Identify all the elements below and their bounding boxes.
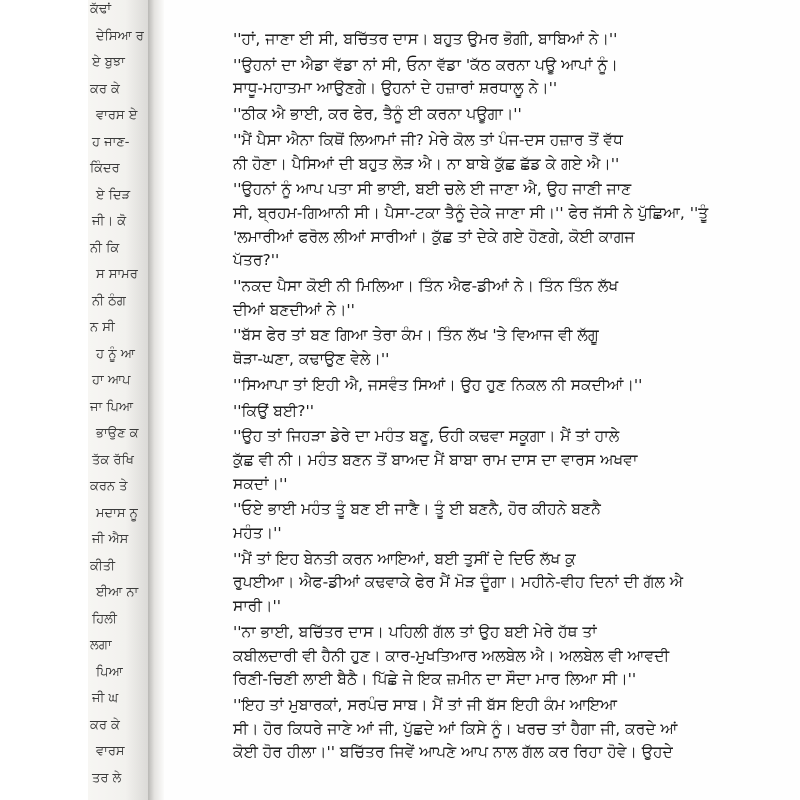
dialogue-paragraph bbox=[211, 425, 671, 496]
left-page-fragment: ਨੀ ਠੰਗ bbox=[92, 293, 126, 309]
left-page-fragment: ਏ ਬੁਝਾ bbox=[92, 55, 125, 70]
dialogue-paragraph bbox=[211, 129, 671, 176]
left-page-fragment: ਕਰਨ ਤੇ bbox=[90, 479, 128, 494]
text-line: ''ਉਹਨਾਂ ਦਾ ਐਡਾ ਵੱਡਾ ਨਾਂ ਸੀ, ਓਨਾ ਵੱਡਾ 'ਕੱਠ ਕਰਨਾ ਪਊ ਆਪਾਂ ਨੂੰ। bbox=[233, 55, 618, 74]
left-page-fragment: ਤਰ ਲੇ bbox=[92, 770, 122, 786]
text-line: ਰੁਪਈਆ। ਐਫ-ਡੀਆਂ ਕਢਵਾਕੇ ਫੇਰ ਮੈਂ ਮੋੜ ਦੂੰਗਾ। ਮਹੀਨੇ-ਵੀਹ ਦਿਨਾਂ ਦੀ ਗੱਲ ਐ bbox=[233, 573, 684, 592]
left-page-fragment: ਜੀ ਘ bbox=[92, 691, 119, 706]
dialogue-paragraph bbox=[211, 400, 671, 424]
dialogue-paragraph bbox=[211, 498, 671, 545]
page-text-body bbox=[211, 28, 709, 767]
left-page-fragment: ਸ ਸਾਮਰ bbox=[96, 267, 138, 282]
left-page-fragment: ਜੀ ਐਸ bbox=[92, 532, 129, 547]
text-line: ਪੱਤਰ?'' bbox=[233, 251, 280, 270]
left-page-fragment: ਕਰ ਕੇ bbox=[90, 717, 120, 733]
dialogue-paragraph bbox=[211, 621, 671, 692]
text-line: ਨੀ ਹੋਣਾ। ਪੈਸਿਆਂ ਦੀ ਬਹੁਤ ਲੋੜ ਐ। ਨਾ ਬਾਬੇ ਕੁੱਛ ਛੱਡ ਕੇ ਗਏ ਐ।'' bbox=[233, 154, 620, 173]
text-line: ਸੀ। ਹੋਰ ਕਿਧਰੇ ਜਾਣੇ ਆਂ ਜੀ, ਪੁੱਛਦੇ ਆਂ ਕਿਸੇ ਨੂੰ। ਖਰਚ ਤਾਂ ਹੈਗਾ ਜੀ, ਕਰਦੇ ਆਂ bbox=[233, 719, 678, 738]
dialogue-paragraph bbox=[211, 178, 709, 273]
text-line: ਸਕਦਾਂ।'' bbox=[233, 474, 288, 493]
dialogue-paragraph bbox=[211, 28, 671, 52]
dialogue-paragraph bbox=[211, 374, 671, 398]
left-page-fragment: ਮਦਾਸ ਨੂ bbox=[96, 505, 138, 521]
left-page-fragment: ਵਾਰਸ bbox=[96, 744, 125, 759]
text-line: ਕੁੱਛ ਵੀ ਨੀ। ਮਹੰਤ ਬਣਨ ਤੋਂ ਬਾਅਦ ਮੈਂ ਬਾਬਾ ਰਾਮ ਦਾਸ ਦਾ ਵਾਰਸ ਅਖਵਾ bbox=[233, 450, 638, 469]
text-line: ਥੋੜਾ-ਘਣਾ, ਕਢਾਉਣ ਵੇਲੇ।'' bbox=[233, 350, 390, 369]
dialogue-paragraph bbox=[211, 103, 671, 127]
text-line: ''ਇਹ ਤਾਂ ਮੁਬਾਰਕਾਂ, ਸਰਪੰਚ ਸਾਬ। ਮੈਂ ਤਾਂ ਜੀ ਬੱਸ ਇਹੀ ਕੰਮ ਆਇਆ bbox=[233, 695, 617, 714]
text-line: ''ਸਿਆਪਾ ਤਾਂ ਇਹੀ ਐ, ਜਸਵੰਤ ਸਿਆਂ। ਉਹ ਹੁਣ ਨਿਕਲ ਨੀ ਸਕਦੀਆਂ।'' bbox=[233, 375, 643, 394]
text-line: 'ਲਮਾਰੀਆਂ ਫਰੋਲ ਲੀਆਂ ਸਾਰੀਆਂ। ਕੁੱਛ ਤਾਂ ਦੇਕੇ ਗਏ ਹੋਣਗੇ, ਕੋਈ ਕਾਗਜ bbox=[233, 227, 635, 246]
left-page-fragment: ਹਿਲੀ bbox=[92, 611, 117, 627]
left-page-fragment: ਵਾਰਸ ਏ bbox=[96, 108, 138, 123]
left-page-fragment: ਹਾ ਆਪ bbox=[92, 373, 131, 388]
left-page-fragment: ਏ ਦਿੜ bbox=[96, 187, 131, 203]
text-line: ਸਾਧੂ-ਮਹਾਤਮਾ ਆਉਣਗੇ। ਉਹਨਾਂ ਦੇ ਹਜ਼ਾਰਾਂ ਸ਼ਰਧਾਲੂ ਨੇ।'' bbox=[233, 79, 558, 98]
left-page-fragment: ਨ ਸੀ bbox=[90, 320, 115, 335]
book-gutter bbox=[148, 0, 164, 800]
dialogue-paragraph bbox=[211, 275, 671, 322]
text-line: ''ਕਿਉਂ ਬਈ?'' bbox=[233, 401, 315, 420]
left-page-fragment: ਕੱਢਾਂ bbox=[90, 2, 112, 17]
dialogue-paragraph bbox=[211, 694, 678, 765]
dialogue-paragraph bbox=[211, 54, 671, 101]
left-page-fragment: ਪਿਆ bbox=[96, 664, 123, 680]
left-page-fragment: ਜਾ ਪਿਆ bbox=[90, 399, 134, 415]
text-line: ''ਨਾ ਭਾਈ, ਬਚਿੱਤਰ ਦਾਸ। ਪਹਿਲੀ ਗੱਲ ਤਾਂ ਉਹ ਬਈ ਮੇਰੇ ਹੱਥ ਤਾਂ bbox=[233, 622, 597, 641]
left-page-fragment: ਹ ਨੂੰ ਆ bbox=[96, 346, 135, 362]
text-line: ਰਿਣੀ-ਚਿਣੀ ਲਾਈ ਬੈਠੈ। ਪਿੱਛੇ ਜੇ ਇਕ ਜ਼ਮੀਨ ਦਾ ਸੌਦਾ ਮਾਰ ਲਿਆ ਸੀ।'' bbox=[233, 670, 637, 689]
text-line: ਕੋਈ ਹੋਰ ਹੀਲਾ।'' ਬਚਿੱਤਰ ਜਿਵੇਂ ਆਪਣੇ ਆਪ ਨਾਲ ਗੱਲ ਕਰ ਰਿਹਾ ਹੋਵੇ। ਉਹਦੇ bbox=[233, 743, 673, 762]
text-line: ''ਓਏ ਭਾਈ ਮਹੰਤ ਤੂੰ ਬਣ ਈ ਜਾਣੈ। ਤੂੰ ਈ ਬਣਨੈ, ਹੋਰ ਕੀਹਨੇ ਬਣਨੈ bbox=[233, 500, 601, 519]
dialogue-paragraph bbox=[211, 324, 671, 371]
left-page-fragment: ਦੇਸਿਆ ਰ bbox=[96, 28, 144, 44]
left-page-fragment: ਲਗਾ bbox=[90, 638, 112, 653]
text-line: ''ਠੀਕ ਐ ਭਾਈ, ਕਰ ਫੇਰ, ਤੈਨੂੰ ਈ ਕਰਨਾ ਪਊਗਾ।'' bbox=[233, 105, 522, 124]
text-line: ''ਹਾਂ, ਜਾਣਾ ਈ ਸੀ, ਬਚਿੱਤਰ ਦਾਸ। ਬਹੁਤ ਉਮਰ ਭੋਗੀ, ਬਾਬਿਆਂ ਨੇ।'' bbox=[233, 30, 618, 48]
left-page-fragment: ਭਾਉਣ ਕ bbox=[96, 426, 139, 441]
text-line: ਸਾਰੀ।'' bbox=[233, 597, 282, 616]
text-line: ਮਹੰਤ।'' bbox=[233, 524, 282, 543]
text-line: ਸੀ, ਬ੍ਰਹਮ-ਗਿਆਨੀ ਸੀ। ਪੈਸਾ-ਟਕਾ ਤੈਨੂੰ ਦੇਕੇ ਜਾਣਾ ਸੀ।'' ਫੇਰ ਜੱਸੀ ਨੇ ਪੁੱਛਿਆ, ''ਤੂੰ bbox=[233, 203, 709, 222]
left-page-fragment: ਕਰ ਕੇ bbox=[90, 81, 120, 97]
dialogue-paragraph bbox=[211, 548, 684, 619]
left-page-fragment: ਜੀ। ਕੋ bbox=[92, 214, 127, 229]
left-page-fragment: ਹ ਜਾਣ- bbox=[92, 134, 130, 150]
left-page-edge bbox=[88, 0, 150, 800]
text-line: ''ਮੈਂ ਪੈਸਾ ਐਨਾ ਕਿਥੋਂ ਲਿਆਮਾਂ ਜੀ? ਮੇਰੇ ਕੋਲ ਤਾਂ ਪੰਜ-ਦਸ ਹਜ਼ਾਰ ਤੋਂ ਵੱਧ bbox=[233, 130, 623, 149]
text-line: ''ਉਹ ਤਾਂ ਜਿਹੜਾ ਡੇਰੇ ਦਾ ਮਹੰਤ ਬਣੂ, ਓਹੀ ਕਢਵਾ ਸਕੂਗਾ। ਮੈਂ ਤਾਂ ਹਾਲੇ bbox=[233, 427, 620, 446]
text-line: ''ਉਹਨਾਂ ਨੂੰ ਆਪ ਪਤਾ ਸੀ ਭਾਈ, ਬਈ ਚਲੇ ਈ ਜਾਣਾ ਐ, ਉਹ ਜਾਣੀ ਜਾਣ bbox=[233, 180, 632, 199]
left-page-fragment: ਈਆ ਨਾ bbox=[96, 585, 139, 600]
left-page-fragment: ਨੀ ਕਿ bbox=[90, 240, 120, 256]
left-page-fragment: ਤੱਕ ਰੱਖਿ bbox=[92, 452, 134, 468]
left-page-fragment: ਕੀਤੀ bbox=[90, 558, 116, 574]
text-line: ''ਮੈਂ ਤਾਂ ਇਹ ਬੇਨਤੀ ਕਰਨ ਆਇਆਂ, ਬਈ ਤੁਸੀਂ ਦੇ ਦਿਓ ਲੱਖ ਕੁ bbox=[233, 549, 576, 568]
text-line: ''ਨਕਦ ਪੈਸਾ ਕੋਈ ਨੀ ਮਿਲਿਆ। ਤਿੰਨ ਐਫ-ਡੀਆਂ ਨੇ। ਤਿੰਨ ਤਿੰਨ ਲੱਖ bbox=[233, 277, 619, 296]
text-line: ''ਬੱਸ ਫੇਰ ਤਾਂ ਬਣ ਗਿਆ ਤੇਰਾ ਕੰਮ। ਤਿੰਨ ਲੱਖ 'ਤੇ ਵਿਆਜ ਵੀ ਲੱਗੂ bbox=[233, 326, 599, 345]
text-line: ਦੀਆਂ ਬਣਦੀਆਂ ਨੇ।'' bbox=[233, 300, 355, 319]
text-line: ਕਬੀਲਦਾਰੀ ਵੀ ਹੈਨੀ ਹੁਣ। ਕਾਰ-ਮੁਖਤਿਆਰ ਅਲਬੇਲ ਐ। ਅਲਬੇਲ ਵੀ ਆਵਦੀ bbox=[233, 646, 670, 665]
left-page-fragment: ਕਿੰਦਰ bbox=[90, 161, 120, 176]
